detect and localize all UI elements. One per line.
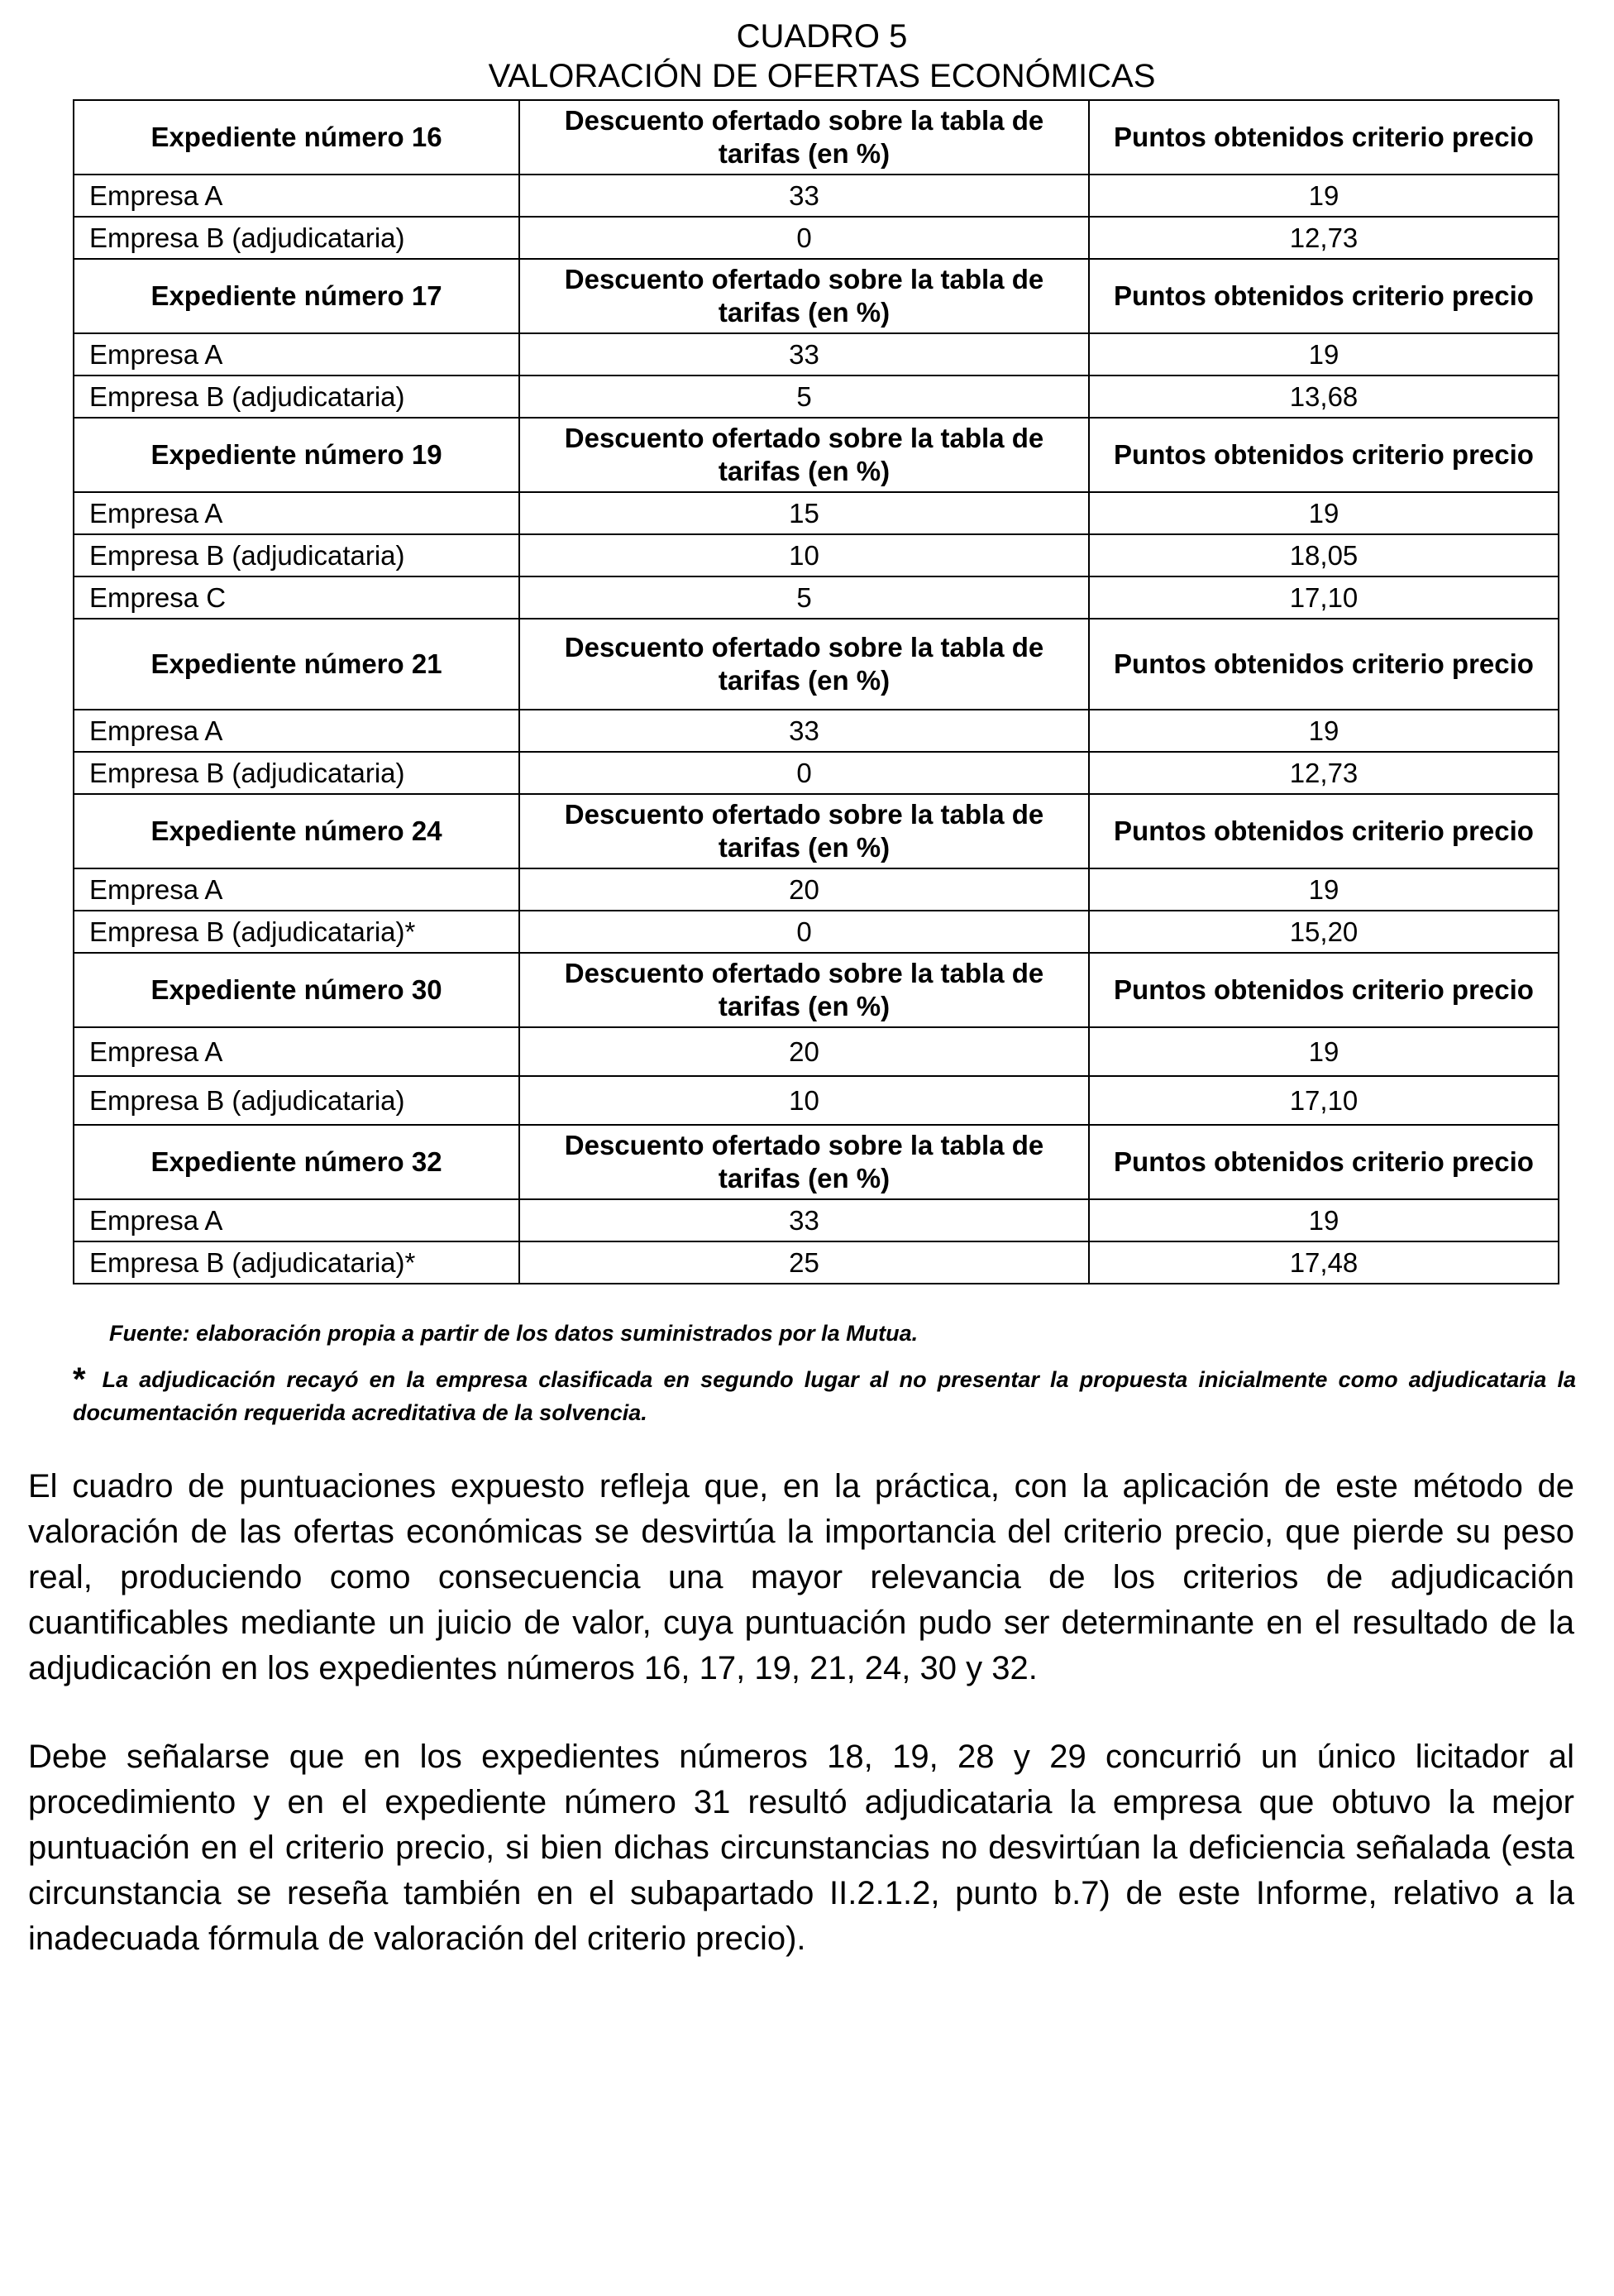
points-column-header: Puntos obtenidos criterio precio: [1089, 418, 1559, 492]
table-header-row: [74, 619, 1559, 710]
discount-cell: 0: [519, 752, 1089, 794]
discount-column-header: Descuento ofertado sobre la tabla de tarifas (en %): [519, 100, 1089, 175]
company-cell: Empresa B (adjudicataria): [74, 217, 519, 259]
expediente-label: Expediente número 30: [74, 953, 519, 1027]
company-cell: Empresa A: [74, 333, 519, 375]
points-cell: 12,73: [1089, 217, 1559, 259]
discount-cell: 33: [519, 1199, 1089, 1241]
points-column-header: Puntos obtenidos criterio precio: [1089, 794, 1559, 868]
points-cell: 19: [1089, 492, 1559, 534]
company-cell: Empresa A: [74, 175, 519, 217]
points-cell: 17,10: [1089, 1076, 1559, 1125]
footnote: [73, 1363, 1576, 1429]
points-cell: 19: [1089, 333, 1559, 375]
table-row: [74, 217, 1559, 259]
table-row: [74, 1199, 1559, 1241]
table-row: [74, 752, 1559, 794]
points-cell: 13,68: [1089, 375, 1559, 418]
points-cell: 12,73: [1089, 752, 1559, 794]
discount-cell: 33: [519, 175, 1089, 217]
table-header-row: [74, 1125, 1559, 1199]
points-cell: 19: [1089, 1027, 1559, 1076]
company-cell: Empresa A: [74, 710, 519, 752]
table-title: CUADRO 5: [736, 18, 908, 55]
company-cell: Empresa B (adjudicataria): [74, 534, 519, 576]
table-row: [74, 1076, 1559, 1125]
discount-cell: 5: [519, 576, 1089, 619]
discount-cell: 25: [519, 1241, 1089, 1284]
footnote-marker: *: [73, 1361, 86, 1398]
company-cell: Empresa A: [74, 868, 519, 911]
discount-cell: 10: [519, 1076, 1089, 1125]
company-cell: Empresa B (adjudicataria): [74, 752, 519, 794]
points-cell: 19: [1089, 868, 1559, 911]
points-cell: 19: [1089, 175, 1559, 217]
discount-cell: 20: [519, 868, 1089, 911]
table-row: [74, 868, 1559, 911]
expediente-label: Expediente número 32: [74, 1125, 519, 1199]
table-header-row: [74, 418, 1559, 492]
expediente-label: Expediente número 21: [74, 619, 519, 710]
points-column-header: Puntos obtenidos criterio precio: [1089, 259, 1559, 333]
table-row: [74, 1027, 1559, 1076]
company-cell: Empresa B (adjudicataria)*: [74, 1241, 519, 1284]
expediente-label: Expediente número 19: [74, 418, 519, 492]
body-paragraph-2: Debe señalarse que en los expedientes números 18, 19, 28 y 29 concurrió un único licitador al procedimiento y en el expediente número 31 resultó adjudicataria la empresa que obtuvo la mejor puntuación en el criterio precio, si bien dichas circunstancias no desvirtúan la deficiencia señalada (esta circunstancia se reseña también en el subapartado II.2.1.2, punto b.7) de este Informe, relativo a la inadecuada fórmula de valoración del criterio precio).: [28, 1739, 1574, 1957]
offers-valuation-table: [73, 99, 1559, 1284]
table-row: [74, 710, 1559, 752]
table-header-row: [74, 100, 1559, 175]
table-row: [74, 175, 1559, 217]
discount-column-header: Descuento ofertado sobre la tabla de tarifas (en %): [519, 794, 1089, 868]
footnote-text: La adjudicación recayó en la empresa clasificada en segundo lugar al no presentar la propuesta inicialmente como adjudicataria la documentación requerida acreditativa de la solvencia.: [73, 1367, 1576, 1425]
discount-column-header: Descuento ofertado sobre la tabla de tarifas (en %): [519, 953, 1089, 1027]
points-cell: 18,05: [1089, 534, 1559, 576]
points-cell: 17,10: [1089, 576, 1559, 619]
table-row: [74, 492, 1559, 534]
company-cell: Empresa C: [74, 576, 519, 619]
points-cell: 15,20: [1089, 911, 1559, 953]
company-cell: Empresa B (adjudicataria): [74, 1076, 519, 1125]
points-column-header: Puntos obtenidos criterio precio: [1089, 100, 1559, 175]
points-column-header: Puntos obtenidos criterio precio: [1089, 1125, 1559, 1199]
discount-cell: 5: [519, 375, 1089, 418]
table-row: [74, 375, 1559, 418]
points-cell: 19: [1089, 1199, 1559, 1241]
table-row: [74, 534, 1559, 576]
discount-column-header: Descuento ofertado sobre la tabla de tarifas (en %): [519, 418, 1089, 492]
discount-cell: 33: [519, 710, 1089, 752]
table-row: [74, 911, 1559, 953]
discount-column-header: Descuento ofertado sobre la tabla de tarifas (en %): [519, 259, 1089, 333]
discount-cell: 0: [519, 217, 1089, 259]
table-row: [74, 333, 1559, 375]
company-cell: Empresa A: [74, 492, 519, 534]
company-cell: Empresa A: [74, 1027, 519, 1076]
expediente-label: Expediente número 24: [74, 794, 519, 868]
discount-cell: 15: [519, 492, 1089, 534]
points-column-header: Puntos obtenidos criterio precio: [1089, 953, 1559, 1027]
company-cell: Empresa A: [74, 1199, 519, 1241]
company-cell: Empresa B (adjudicataria): [74, 375, 519, 418]
discount-cell: 0: [519, 911, 1089, 953]
body-paragraph-1: El cuadro de puntuaciones expuesto refleja que, en la práctica, con la aplicación de este método de valoración de las ofertas económicas se desvirtúa la importancia del criterio precio, que pierde su peso real, produciendo como consecuencia una mayor relevancia de los criterios de adjudicación cuantificables mediante un juicio de valor, cuya puntuación pudo ser determinante en el resultado de la adjudicación en los expedientes números 16, 17, 19, 21, 24, 30 y 32.: [28, 1468, 1574, 1686]
discount-cell: 10: [519, 534, 1089, 576]
table-row: [74, 1241, 1559, 1284]
points-cell: 17,48: [1089, 1241, 1559, 1284]
table-header-row: [74, 259, 1559, 333]
discount-column-header: Descuento ofertado sobre la tabla de tarifas (en %): [519, 619, 1089, 710]
table-subtitle: VALORACIÓN DE OFERTAS ECONÓMICAS: [488, 58, 1156, 94]
discount-column-header: Descuento ofertado sobre la tabla de tarifas (en %): [519, 1125, 1089, 1199]
discount-cell: 33: [519, 333, 1089, 375]
points-column-header: Puntos obtenidos criterio precio: [1089, 619, 1559, 710]
expediente-label: Expediente número 16: [74, 100, 519, 175]
source-note: Fuente: elaboración propia a partir de los datos suministrados por la Mutua.: [109, 1321, 919, 1346]
discount-cell: 20: [519, 1027, 1089, 1076]
table-header-row: [74, 953, 1559, 1027]
table-header-row: [74, 794, 1559, 868]
expediente-label: Expediente número 17: [74, 259, 519, 333]
table-row: [74, 576, 1559, 619]
points-cell: 19: [1089, 710, 1559, 752]
company-cell: Empresa B (adjudicataria)*: [74, 911, 519, 953]
